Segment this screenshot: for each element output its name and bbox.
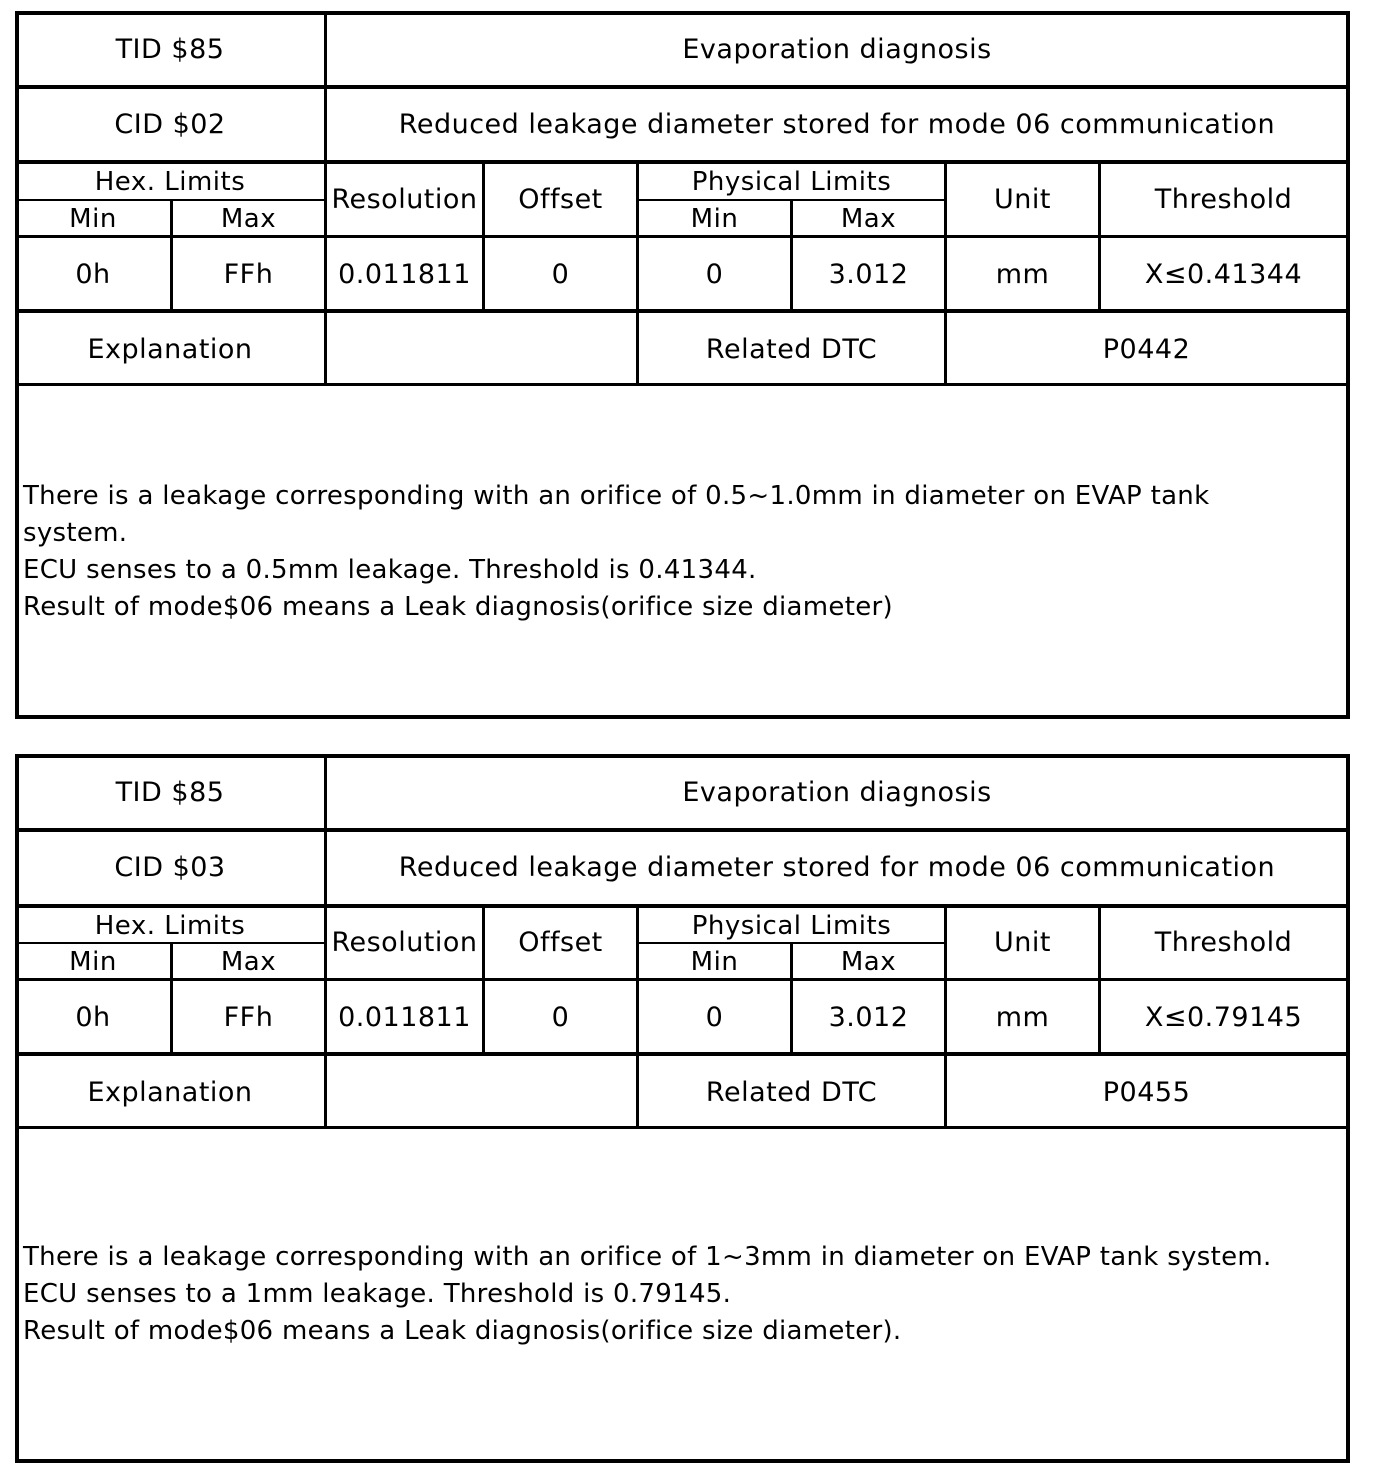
hex-max-value: FFh xyxy=(223,258,274,290)
hex-min-value: 0h xyxy=(75,258,111,290)
related-dtc-label: Related DTC xyxy=(705,1076,878,1108)
hex-min-header: Min xyxy=(69,946,117,977)
related-dtc-value: P0455 xyxy=(1102,1076,1191,1108)
phys-min-header: Min xyxy=(690,946,739,977)
phys-min-value: 0 xyxy=(705,1001,724,1033)
explanation-line: system. xyxy=(23,518,128,548)
hex-max-value: FFh xyxy=(223,1001,274,1033)
physical-limits-header: Physical Limits xyxy=(691,910,892,941)
hex-max-header: Max xyxy=(220,946,277,977)
phys-max-header: Max xyxy=(840,946,897,977)
explanation-line: There is a leakage corresponding with an orifice of 1~3mm in diameter on EVAP tank system. xyxy=(23,1242,1272,1272)
offset-value: 0 xyxy=(551,258,570,290)
hex-min-value: 0h xyxy=(75,1001,111,1033)
unit-value: mm xyxy=(995,258,1050,290)
tid-description: Evaporation diagnosis xyxy=(682,33,992,65)
threshold-header: Threshold xyxy=(1154,927,1293,958)
cid-description: Reduced leakage diameter stored for mode 06 communication xyxy=(398,852,1276,883)
offset-header: Offset xyxy=(518,183,603,215)
explanation-label: Explanation xyxy=(87,333,253,365)
cid-label: CID $02 xyxy=(114,108,226,140)
explanation-line: Result of mode$06 means a Leak diagnosis(orifice size diameter) xyxy=(23,592,893,622)
cid-description: Reduced leakage diameter stored for mode 06 communication xyxy=(398,108,1276,140)
explanation-text xyxy=(23,478,1342,626)
hex-max-header: Max xyxy=(220,203,277,234)
tid-description: Evaporation diagnosis xyxy=(682,776,992,808)
resolution-header: Resolution xyxy=(331,927,478,958)
explanation-text xyxy=(23,1239,1342,1350)
cid-label: CID $03 xyxy=(114,852,226,883)
explanation-line: ECU senses to a 0.5mm leakage. Threshold is 0.41344. xyxy=(23,555,757,585)
resolution-value: 0.011811 xyxy=(338,1001,471,1033)
resolution-header: Resolution xyxy=(331,183,478,215)
diagnosis-table-2 xyxy=(15,754,1350,1463)
diagnosis-table-1 xyxy=(15,11,1350,719)
related-dtc-label: Related DTC xyxy=(705,333,878,365)
threshold-header: Threshold xyxy=(1154,183,1293,215)
offset-value: 0 xyxy=(551,1001,570,1033)
explanation-line: Result of mode$06 means a Leak diagnosis(orifice size diameter). xyxy=(23,1316,902,1346)
threshold-value: X≤0.79145 xyxy=(1144,1001,1303,1033)
physical-limits-header: Physical Limits xyxy=(691,167,892,197)
explanation-label: Explanation xyxy=(87,1076,253,1108)
phys-max-header: Max xyxy=(840,203,897,234)
offset-header: Offset xyxy=(518,927,603,958)
hex-min-header: Min xyxy=(69,203,117,234)
phys-max-value: 3.012 xyxy=(828,258,909,290)
phys-min-value: 0 xyxy=(705,258,724,290)
hex-limits-header: Hex. Limits xyxy=(94,167,246,197)
unit-header: Unit xyxy=(994,183,1051,215)
explanation-line: There is a leakage corresponding with an orifice of 0.5~1.0mm in diameter on EVAP tank xyxy=(23,481,1210,511)
phys-min-header: Min xyxy=(690,203,739,234)
unit-header: Unit xyxy=(994,927,1051,958)
explanation-line: ECU senses to a 1mm leakage. Threshold is 0.79145. xyxy=(23,1279,732,1309)
resolution-value: 0.011811 xyxy=(338,258,471,290)
unit-value: mm xyxy=(995,1001,1050,1033)
tid-label: TID $85 xyxy=(115,33,225,65)
threshold-value: X≤0.41344 xyxy=(1144,258,1303,290)
tid-label: TID $85 xyxy=(115,776,225,808)
hex-limits-header: Hex. Limits xyxy=(94,910,246,941)
phys-max-value: 3.012 xyxy=(828,1001,909,1033)
related-dtc-value: P0442 xyxy=(1102,333,1191,365)
